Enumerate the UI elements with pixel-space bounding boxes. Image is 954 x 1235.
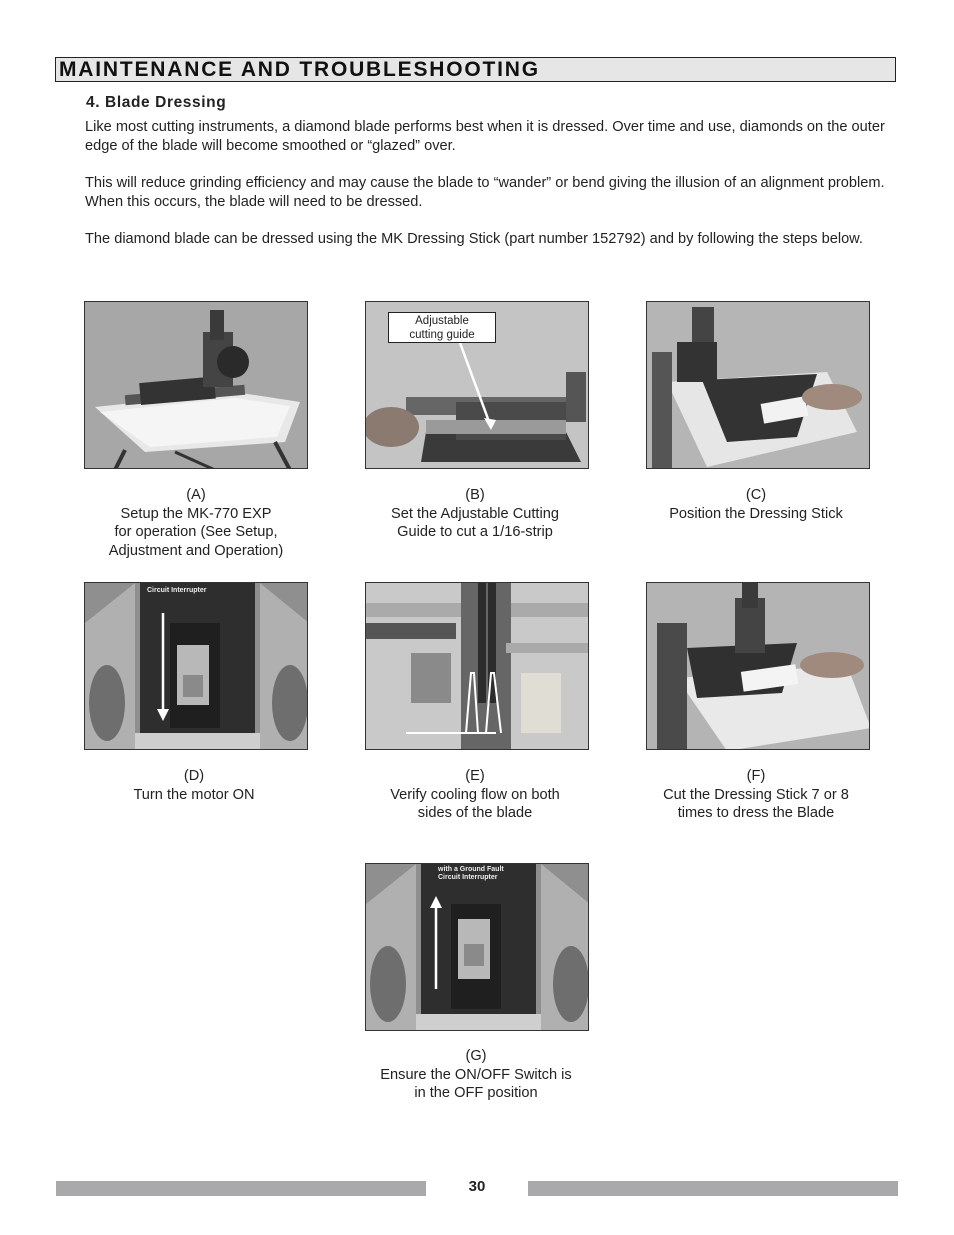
step-f-line-1: Cut the Dressing Stick 7 or 8 bbox=[663, 786, 849, 803]
step-f-line-2: times to dress the Blade bbox=[677, 805, 835, 822]
step-g-photo bbox=[365, 863, 589, 1031]
step-b-line-1: Set the Adjustable Cutting bbox=[391, 505, 559, 522]
step-d-line-1: Turn the motor ON bbox=[133, 786, 255, 803]
step-a-line-1: Setup the MK-770 EXP bbox=[120, 505, 272, 522]
photo-d-label: Circuit Interrupter bbox=[147, 587, 207, 594]
footer-bar-right bbox=[528, 1181, 898, 1196]
callout-line-1: Adjustable bbox=[415, 315, 469, 327]
step-c-line-1: Position the Dressing Stick bbox=[669, 505, 843, 522]
step-c-letter: (C) bbox=[745, 487, 767, 503]
step-g-line-2: in the OFF position bbox=[414, 1085, 538, 1102]
intro-paragraph-2: This will reduce grinding efficiency and may cause the blade to “wander” or bend giving the illusion of an alignment problem. When this occurs, the blade will need to be dressed. bbox=[85, 175, 885, 210]
step-b-letter: (B) bbox=[465, 487, 485, 503]
step-f-photo bbox=[646, 582, 870, 750]
step-b-line-2: Guide to cut a 1/16-strip bbox=[397, 524, 553, 541]
step-a-caption bbox=[66, 486, 326, 560]
step-d-photo bbox=[84, 582, 308, 750]
step-a-line-2: for operation (See Setup, bbox=[114, 524, 278, 541]
step-f-caption bbox=[626, 767, 886, 823]
intro-paragraph-3: The diamond blade can be dressed using the MK Dressing Stick (part number 152792) and by following the steps below. bbox=[85, 231, 863, 247]
step-b-photo bbox=[365, 301, 589, 469]
step-g-letter: (G) bbox=[465, 1048, 487, 1064]
photo-g-label bbox=[438, 866, 504, 882]
page-number: 30 bbox=[468, 1178, 486, 1195]
step-c-caption bbox=[626, 486, 886, 523]
section-header-bar bbox=[55, 57, 896, 82]
step-e-letter: (E) bbox=[465, 768, 485, 784]
footer-bar-left bbox=[56, 1181, 426, 1196]
step-e-line-2: sides of the blade bbox=[417, 805, 533, 822]
step-a-photo bbox=[84, 301, 308, 469]
photo-g-label-line-2: Circuit Interrupter bbox=[438, 874, 498, 881]
section-heading: 4. Blade Dressing bbox=[86, 94, 227, 111]
step-e-photo bbox=[365, 582, 589, 750]
step-e-caption bbox=[345, 767, 605, 823]
step-g-line-1: Ensure the ON/OFF Switch is bbox=[380, 1066, 572, 1083]
step-a-letter: (A) bbox=[186, 487, 206, 503]
page-title: MAINTENANCE AND TROUBLESHOOTING bbox=[59, 58, 540, 81]
intro-paragraph-1: Like most cutting instruments, a diamond blade performs best when it is dressed. Over time and use, diamonds on the outer edge of the blade will become smoothed or “glazed” over. bbox=[85, 119, 885, 154]
photo-g-label-line-1: with a Ground Fault bbox=[438, 866, 504, 873]
step-e-line-1: Verify cooling flow on both bbox=[390, 786, 560, 803]
callout-line-2: cutting guide bbox=[409, 329, 475, 341]
step-g-caption bbox=[346, 1047, 606, 1103]
step-a-line-3: Adjustment and Operation) bbox=[108, 542, 284, 559]
step-b-caption bbox=[345, 486, 605, 542]
step-f-letter: (F) bbox=[746, 768, 766, 784]
step-d-caption bbox=[64, 767, 324, 804]
adjustable-guide-callout bbox=[388, 312, 496, 343]
step-d-letter: (D) bbox=[183, 768, 205, 784]
step-c-photo bbox=[646, 301, 870, 469]
